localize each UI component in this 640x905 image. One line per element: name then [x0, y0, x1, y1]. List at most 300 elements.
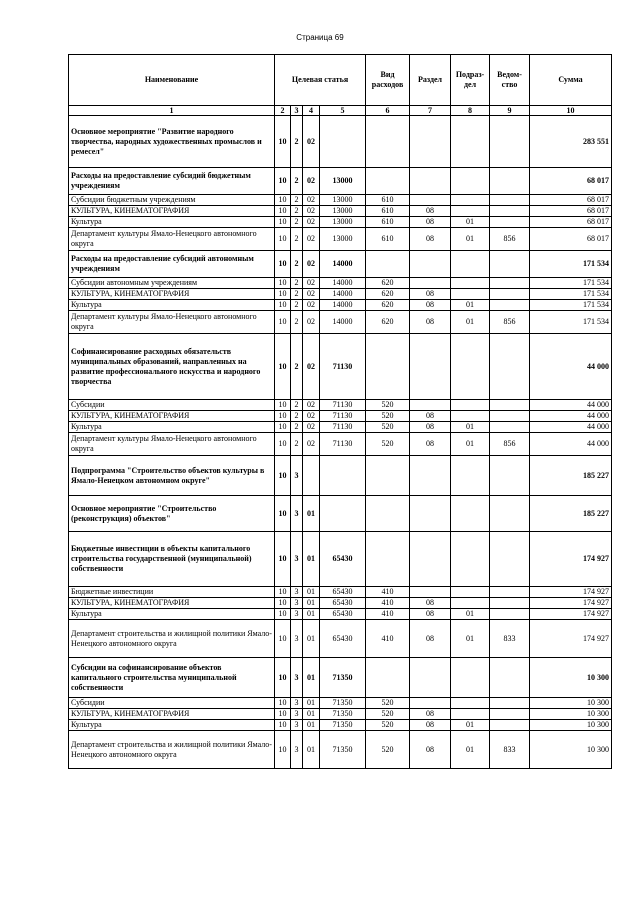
target-code-direction: 65430 [320, 620, 366, 658]
table-row [69, 422, 612, 433]
expense-type [366, 168, 410, 195]
section [410, 168, 451, 195]
row-name: Культура [69, 720, 275, 731]
department-code: 833 [490, 731, 530, 769]
department-code [490, 456, 530, 496]
target-code-direction: 14000 [320, 300, 366, 311]
subsection [451, 456, 490, 496]
row-name: КУЛЬТУРА, КИНЕМАТОГРАФИЯ [69, 598, 275, 609]
amount: 185 227 [530, 456, 612, 496]
target-code-direction: 14000 [320, 311, 366, 334]
target-code-event: 02 [303, 251, 320, 278]
section: 08 [410, 609, 451, 620]
row-name: КУЛЬТУРА, КИНЕМАТОГРАФИЯ [69, 709, 275, 720]
section: 08 [410, 720, 451, 731]
subsection: 01 [451, 720, 490, 731]
expense-type: 620 [366, 300, 410, 311]
header-razdel: Раздел [410, 55, 451, 106]
subsection: 01 [451, 731, 490, 769]
section [410, 195, 451, 206]
expense-type: 620 [366, 289, 410, 300]
target-code-event: 01 [303, 587, 320, 598]
target-code-direction: 65430 [320, 532, 366, 587]
section [410, 658, 451, 698]
target-code-program: 10 [275, 658, 291, 698]
target-code-program: 10 [275, 496, 291, 532]
expense-type: 520 [366, 709, 410, 720]
row-name: Основное мероприятие "Развитие народного творчества, народных художественных промыслов и ремесел" [69, 116, 275, 168]
expense-type: 410 [366, 620, 410, 658]
subsection [451, 496, 490, 532]
target-code-program: 10 [275, 195, 291, 206]
table-row [69, 228, 612, 251]
target-code-subprogram: 2 [291, 168, 303, 195]
target-code-direction: 13000 [320, 195, 366, 206]
target-code-subprogram: 3 [291, 620, 303, 658]
expense-type [366, 532, 410, 587]
target-code-direction: 65430 [320, 598, 366, 609]
target-code-program: 10 [275, 217, 291, 228]
table-row [69, 400, 612, 411]
target-code-direction: 13000 [320, 228, 366, 251]
expense-type [366, 251, 410, 278]
section: 08 [410, 433, 451, 456]
column-number: 3 [291, 106, 303, 116]
section: 08 [410, 422, 451, 433]
expense-type: 520 [366, 433, 410, 456]
target-code-event: 02 [303, 217, 320, 228]
subsection [451, 195, 490, 206]
expense-type [366, 496, 410, 532]
row-name: КУЛЬТУРА, КИНЕМАТОГРАФИЯ [69, 411, 275, 422]
target-code-program: 10 [275, 300, 291, 311]
row-name: Культура [69, 422, 275, 433]
target-code-program: 10 [275, 422, 291, 433]
target-code-direction: 71350 [320, 658, 366, 698]
target-code-direction [320, 116, 366, 168]
amount: 44 000 [530, 334, 612, 400]
target-code-program: 10 [275, 433, 291, 456]
target-code-subprogram: 3 [291, 698, 303, 709]
target-code-program: 10 [275, 720, 291, 731]
target-code-event: 02 [303, 433, 320, 456]
expense-type: 610 [366, 228, 410, 251]
amount: 171 534 [530, 251, 612, 278]
department-code: 833 [490, 620, 530, 658]
expense-type: 620 [366, 311, 410, 334]
department-code [490, 411, 530, 422]
section: 08 [410, 217, 451, 228]
target-code-subprogram: 2 [291, 217, 303, 228]
row-name: Субсидии на софинансирование объектов капитального строительства муниципальной собственности [69, 658, 275, 698]
row-name: Субсидии бюджетным учреждениям [69, 195, 275, 206]
target-code-event: 02 [303, 411, 320, 422]
section [410, 496, 451, 532]
table-row [69, 411, 612, 422]
row-name: Культура [69, 609, 275, 620]
target-code-subprogram: 2 [291, 300, 303, 311]
target-code-event [303, 456, 320, 496]
subsection [451, 334, 490, 400]
department-code: 856 [490, 433, 530, 456]
section [410, 532, 451, 587]
subsection [451, 587, 490, 598]
target-code-subprogram: 3 [291, 709, 303, 720]
department-code [490, 334, 530, 400]
table-row [69, 720, 612, 731]
target-code-subprogram: 2 [291, 278, 303, 289]
row-name: Бюджетные инвестиции [69, 587, 275, 598]
table-row [69, 609, 612, 620]
section: 08 [410, 206, 451, 217]
amount: 283 551 [530, 116, 612, 168]
target-code-direction: 14000 [320, 278, 366, 289]
subsection: 01 [451, 620, 490, 658]
column-number: 6 [366, 106, 410, 116]
target-code-event: 02 [303, 116, 320, 168]
table-row [69, 496, 612, 532]
target-code-direction: 65430 [320, 587, 366, 598]
department-code [490, 598, 530, 609]
target-code-subprogram: 3 [291, 720, 303, 731]
expense-type: 520 [366, 720, 410, 731]
target-code-event: 02 [303, 400, 320, 411]
department-code [490, 587, 530, 598]
column-number-row [69, 106, 612, 116]
target-code-event: 01 [303, 496, 320, 532]
target-code-event: 02 [303, 195, 320, 206]
table-row [69, 251, 612, 278]
target-code-program: 10 [275, 731, 291, 769]
subsection: 01 [451, 433, 490, 456]
amount: 44 000 [530, 422, 612, 433]
amount: 68 017 [530, 228, 612, 251]
department-code [490, 698, 530, 709]
amount: 174 927 [530, 532, 612, 587]
row-name: Основное мероприятие "Строительство (реконструкция) объектов" [69, 496, 275, 532]
target-code-direction: 71130 [320, 334, 366, 400]
section [410, 587, 451, 598]
target-code-direction: 71130 [320, 400, 366, 411]
table-row [69, 598, 612, 609]
column-number: 8 [451, 106, 490, 116]
target-code-direction: 14000 [320, 251, 366, 278]
section: 08 [410, 709, 451, 720]
row-name: Бюджетные инвестиции в объекты капитального строительства государственной (муниципальной) собственности [69, 532, 275, 587]
column-number: 9 [490, 106, 530, 116]
amount: 174 927 [530, 620, 612, 658]
target-code-subprogram: 3 [291, 731, 303, 769]
target-code-direction: 14000 [320, 289, 366, 300]
row-name: Департамент строительства и жилищной политики Ямало-Ненецкого автономного округа [69, 620, 275, 658]
table-row [69, 278, 612, 289]
subsection [451, 116, 490, 168]
target-code-direction: 71350 [320, 698, 366, 709]
department-code: 856 [490, 311, 530, 334]
target-code-program: 10 [275, 698, 291, 709]
header-vid: Вид расходов [366, 55, 410, 106]
target-code-subprogram: 2 [291, 206, 303, 217]
department-code [490, 195, 530, 206]
target-code-event: 02 [303, 300, 320, 311]
section: 08 [410, 411, 451, 422]
row-name: Департамент культуры Ямало-Ненецкого автономного округа [69, 228, 275, 251]
target-code-subprogram: 2 [291, 195, 303, 206]
table-row [69, 168, 612, 195]
expense-type [366, 116, 410, 168]
subsection: 01 [451, 609, 490, 620]
department-code [490, 532, 530, 587]
department-code [490, 609, 530, 620]
department-code [490, 422, 530, 433]
department-code [490, 251, 530, 278]
subsection: 01 [451, 217, 490, 228]
target-code-event: 01 [303, 532, 320, 587]
target-code-direction [320, 496, 366, 532]
section: 08 [410, 620, 451, 658]
target-code-program: 10 [275, 116, 291, 168]
column-number: 7 [410, 106, 451, 116]
subsection [451, 400, 490, 411]
target-code-event: 01 [303, 609, 320, 620]
amount: 10 300 [530, 720, 612, 731]
target-code-event: 01 [303, 709, 320, 720]
target-code-subprogram: 3 [291, 456, 303, 496]
target-code-subprogram: 3 [291, 598, 303, 609]
department-code [490, 206, 530, 217]
expense-type: 520 [366, 731, 410, 769]
target-code-program: 10 [275, 334, 291, 400]
target-code-direction: 71130 [320, 422, 366, 433]
expense-type: 620 [366, 278, 410, 289]
target-code-direction: 71350 [320, 731, 366, 769]
target-code-subprogram: 2 [291, 289, 303, 300]
table-body [69, 116, 612, 769]
row-name: Департамент культуры Ямало-Ненецкого автономного округа [69, 433, 275, 456]
column-number: 4 [303, 106, 320, 116]
department-code [490, 496, 530, 532]
amount: 171 534 [530, 300, 612, 311]
section [410, 116, 451, 168]
expense-type [366, 456, 410, 496]
row-name: Расходы на предоставление субсидий автономным учреждениям [69, 251, 275, 278]
target-code-program: 10 [275, 251, 291, 278]
subsection [451, 411, 490, 422]
target-code-program: 10 [275, 609, 291, 620]
section [410, 698, 451, 709]
row-name: Субсидии автономным учреждениям [69, 278, 275, 289]
amount: 68 017 [530, 168, 612, 195]
table-row [69, 289, 612, 300]
target-code-subprogram: 3 [291, 658, 303, 698]
amount: 68 017 [530, 206, 612, 217]
amount: 174 927 [530, 587, 612, 598]
department-code [490, 400, 530, 411]
target-code-subprogram: 2 [291, 400, 303, 411]
amount: 44 000 [530, 411, 612, 422]
header-vedomstvo: Ведом-ство [490, 55, 530, 106]
target-code-direction: 65430 [320, 609, 366, 620]
column-number: 1 [69, 106, 275, 116]
target-code-program: 10 [275, 532, 291, 587]
target-code-event: 02 [303, 228, 320, 251]
expense-type [366, 658, 410, 698]
amount: 174 927 [530, 598, 612, 609]
expense-type: 520 [366, 698, 410, 709]
expense-type: 410 [366, 609, 410, 620]
section: 08 [410, 300, 451, 311]
target-code-subprogram: 3 [291, 496, 303, 532]
target-code-program: 10 [275, 709, 291, 720]
expense-type: 410 [366, 598, 410, 609]
subsection [451, 251, 490, 278]
subsection [451, 206, 490, 217]
target-code-event: 01 [303, 720, 320, 731]
section: 08 [410, 311, 451, 334]
target-code-event: 02 [303, 422, 320, 433]
target-code-program: 10 [275, 587, 291, 598]
expense-type: 520 [366, 411, 410, 422]
target-code-program: 10 [275, 598, 291, 609]
expense-type: 610 [366, 217, 410, 228]
table-row [69, 658, 612, 698]
row-name: КУЛЬТУРА, КИНЕМАТОГРАФИЯ [69, 206, 275, 217]
target-code-program: 10 [275, 289, 291, 300]
expense-type: 610 [366, 195, 410, 206]
page-number: Страница 69 [296, 33, 344, 42]
department-code [490, 709, 530, 720]
expense-type: 520 [366, 400, 410, 411]
expense-type [366, 334, 410, 400]
table-row [69, 300, 612, 311]
department-code [490, 720, 530, 731]
subsection: 01 [451, 300, 490, 311]
target-code-program: 10 [275, 620, 291, 658]
target-code-program: 10 [275, 278, 291, 289]
amount: 171 534 [530, 311, 612, 334]
amount: 68 017 [530, 195, 612, 206]
target-code-subprogram: 2 [291, 251, 303, 278]
target-code-direction: 71130 [320, 411, 366, 422]
amount: 185 227 [530, 496, 612, 532]
amount: 44 000 [530, 400, 612, 411]
row-name: Субсидии [69, 400, 275, 411]
target-code-subprogram: 3 [291, 609, 303, 620]
column-number: 5 [320, 106, 366, 116]
target-code-subprogram: 2 [291, 311, 303, 334]
department-code [490, 116, 530, 168]
expense-type: 520 [366, 422, 410, 433]
table-row [69, 116, 612, 168]
amount: 10 300 [530, 731, 612, 769]
department-code [490, 300, 530, 311]
section [410, 456, 451, 496]
section [410, 251, 451, 278]
target-code-subprogram: 2 [291, 228, 303, 251]
row-name: Расходы на предоставление субсидий бюджетным учреждениям [69, 168, 275, 195]
row-name: Софинансирование расходных обязательств муниципальных образований, направленных на развитие профессионального искусства и народного творчества [69, 334, 275, 400]
subsection [451, 168, 490, 195]
target-code-direction: 71130 [320, 433, 366, 456]
section: 08 [410, 598, 451, 609]
target-code-program: 10 [275, 228, 291, 251]
target-code-subprogram: 3 [291, 532, 303, 587]
subsection: 01 [451, 311, 490, 334]
amount: 171 534 [530, 278, 612, 289]
table-row [69, 587, 612, 598]
section: 08 [410, 731, 451, 769]
department-code: 856 [490, 228, 530, 251]
table-row [69, 334, 612, 400]
department-code [490, 289, 530, 300]
row-name: Департамент культуры Ямало-Ненецкого автономного округа [69, 311, 275, 334]
amount: 10 300 [530, 709, 612, 720]
target-code-direction: 13000 [320, 206, 366, 217]
target-code-program: 10 [275, 311, 291, 334]
subsection [451, 658, 490, 698]
target-code-direction: 13000 [320, 217, 366, 228]
target-code-event: 02 [303, 206, 320, 217]
amount: 10 300 [530, 698, 612, 709]
amount: 10 300 [530, 658, 612, 698]
table-row [69, 620, 612, 658]
subsection [451, 278, 490, 289]
target-code-direction: 13000 [320, 168, 366, 195]
table-row [69, 206, 612, 217]
subsection: 01 [451, 228, 490, 251]
target-code-direction: 71350 [320, 709, 366, 720]
target-code-program: 10 [275, 400, 291, 411]
row-name: Культура [69, 217, 275, 228]
header-podrazdel: Подраз-дел [451, 55, 490, 106]
target-code-event: 01 [303, 698, 320, 709]
subsection: 01 [451, 422, 490, 433]
target-code-program: 10 [275, 456, 291, 496]
subsection [451, 532, 490, 587]
subsection [451, 289, 490, 300]
target-code-direction: 71350 [320, 720, 366, 731]
subsection [451, 598, 490, 609]
section [410, 400, 451, 411]
table-row [69, 456, 612, 496]
target-code-subprogram: 2 [291, 433, 303, 456]
expense-type: 410 [366, 587, 410, 598]
target-code-subprogram: 2 [291, 411, 303, 422]
section: 08 [410, 289, 451, 300]
target-code-event: 02 [303, 278, 320, 289]
amount: 44 000 [530, 433, 612, 456]
target-code-event: 01 [303, 731, 320, 769]
target-code-subprogram: 2 [291, 334, 303, 400]
table-row [69, 311, 612, 334]
subsection [451, 709, 490, 720]
header-target: Целевая статья [275, 55, 366, 106]
header-summa: Сумма [530, 55, 612, 106]
row-name: Департамент строительства и жилищной политики Ямало-Ненецкого автономного округа [69, 731, 275, 769]
department-code [490, 278, 530, 289]
table-row [69, 195, 612, 206]
row-name: Подпрограмма "Строительство объектов культуры в Ямало-Ненецком автономном округе" [69, 456, 275, 496]
budget-table [68, 54, 612, 769]
amount: 68 017 [530, 217, 612, 228]
table-row [69, 532, 612, 587]
column-number: 10 [530, 106, 612, 116]
target-code-event: 02 [303, 168, 320, 195]
target-code-program: 10 [275, 168, 291, 195]
target-code-subprogram: 2 [291, 116, 303, 168]
target-code-event: 02 [303, 334, 320, 400]
expense-type: 610 [366, 206, 410, 217]
